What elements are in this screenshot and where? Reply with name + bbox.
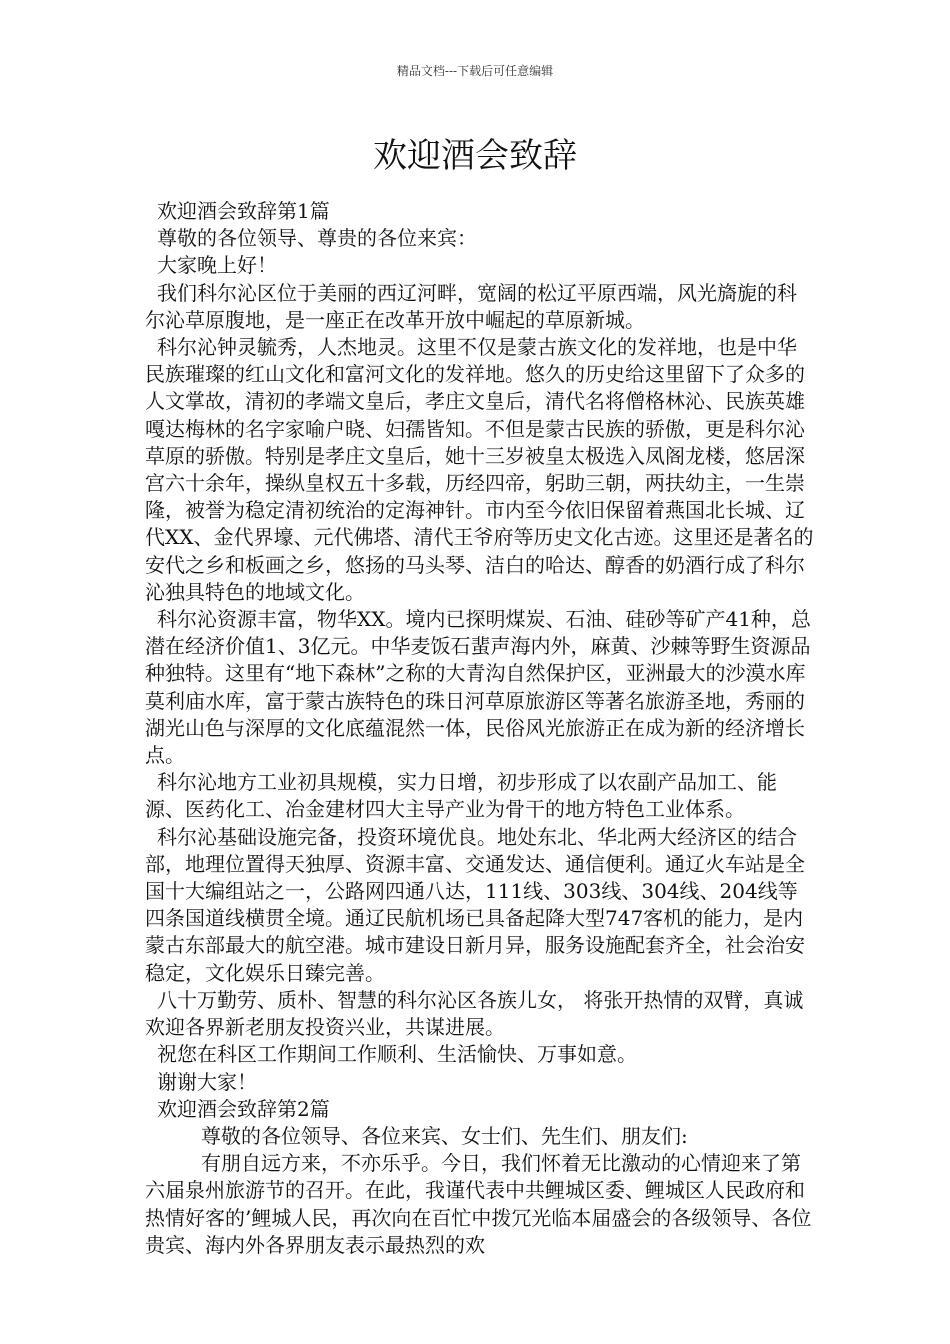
body-paragraph: 科尔沁钟灵毓秀，人杰地灵。这里不仅是蒙古族文化的发祥地，也是中华民族璀璨的红山文化和富河文化的发祥地。悠久的历史给这里留下了众多的人文掌故，清初的孝端文皇后，孝庄文皇后，清代名将僧格林沁、民族英雄嘎达梅林的名字家喻户晓、妇孺皆知。不但是蒙古民族的骄傲，更是科尔沁草原的骄傲。特别是孝庄文皇后，她十三岁被皇太极选入凤阁龙楼，悠居深宫六十余年，操纵皇权五十多载，历经四帝，躬助三朝，两扶幼主，一生崇隆，被誉为稳定清初统治的定海神针。市内至今依旧保留着燕国北长城、辽代XX、金代界壕、元代佛塔、清代王爷府等历史文化古迹。这里还是著名的安代之乡和板画之乡，悠扬的马头琴、洁白的哈达、醇香的奶酒行成了科尔沁独具特色的地域文化。 (145, 335, 814, 604)
body-paragraph: 我们科尔沁区位于美丽的西辽河畔，宽阔的松辽平原西端，风光旖旎的科尔沁草原腹地，是一座正在改革开放中崛起的草原新城。 (145, 280, 797, 332)
body-paragraph: 欢迎酒会致辞第1篇 (157, 199, 330, 223)
body-paragraph: 科尔沁基础设施完备，投资环境优良。地处东北、华北两大经济区的结合部，地理位置得天独厚、资源丰富、交通发达、通信便利。通辽火车站是全国十大编组站之一，公路网四通八达，111线、303线、304线、204线等四条国道线横贯全境。通辽民航机场已具备起降大型747客机的能力，是内蒙古东部最大的航空港。城市建设日新月异，服务设施配套齐全，社会治安稳定，文化娱乐日臻完善。 (145, 824, 805, 985)
body-paragraph: 尊敬的各位领导、尊贵的各位来宾： (157, 226, 477, 251)
body-paragraph: 欢迎酒会致辞第2篇 (157, 1096, 330, 1121)
body-paragraph: 祝您在科区工作期间工作顺利、生活愉快、万事如意。 (157, 1042, 637, 1067)
header-note: 精品文档---下载后可任意编辑 (396, 64, 554, 78)
body-paragraph: 有朋自远方来，不亦乐乎。今日，我们怀着无比激动的心情迎来了第六届泉州旅游节的召开。在此，我谨代表中共鲤城区委、鲤城区人民政府和热情好客的’鲤城人民，再次向在百忙中拨冗光临本届盛会的各级领导、各位贵宾、海内外各界朋友表示最热烈的欢 (145, 1151, 812, 1257)
body-paragraph: 大家晚上好！ (157, 253, 277, 278)
body-paragraph: 谢谢大家！ (157, 1069, 257, 1094)
body-paragraph: 尊敬的各位领导、各位来宾、女士们、先生们、朋友们: (201, 1123, 688, 1148)
body-paragraph: 科尔沁地方工业初具规模，实力日增，初步形成了以农副产品加工、能源、医药化工、冶金建材四大主导产业为骨干的地方特色工业体系。 (145, 770, 777, 822)
document-title: 欢迎酒会致辞 (373, 136, 577, 176)
body-paragraph: 科尔沁资源丰富，物华XX。境内已探明煤炭、石油、硅砂等矿产41种，总潜在经济价值1、3亿元。中华麦饭石蜚声海内外，麻黄、沙棘等野生资源品种独特。这里有“地下森林”之称的大青沟自然保护区，亚洲最大的沙漠水库莫利庙水库，富于蒙古族特色的珠日河草原旅游区等著名旅游圣地，秀丽的湖光山色与深厚的文化底蕴混然一体，民俗风光旅游正在成为新的经济增长点。 (145, 607, 811, 768)
body-paragraph: 八十万勤劳、质朴、智慧的科尔沁区各族儿女， 将张开热情的双臂，真诚欢迎各界新老朋友投资兴业，共谋进展。 (145, 987, 804, 1040)
document-body (145, 198, 815, 1259)
